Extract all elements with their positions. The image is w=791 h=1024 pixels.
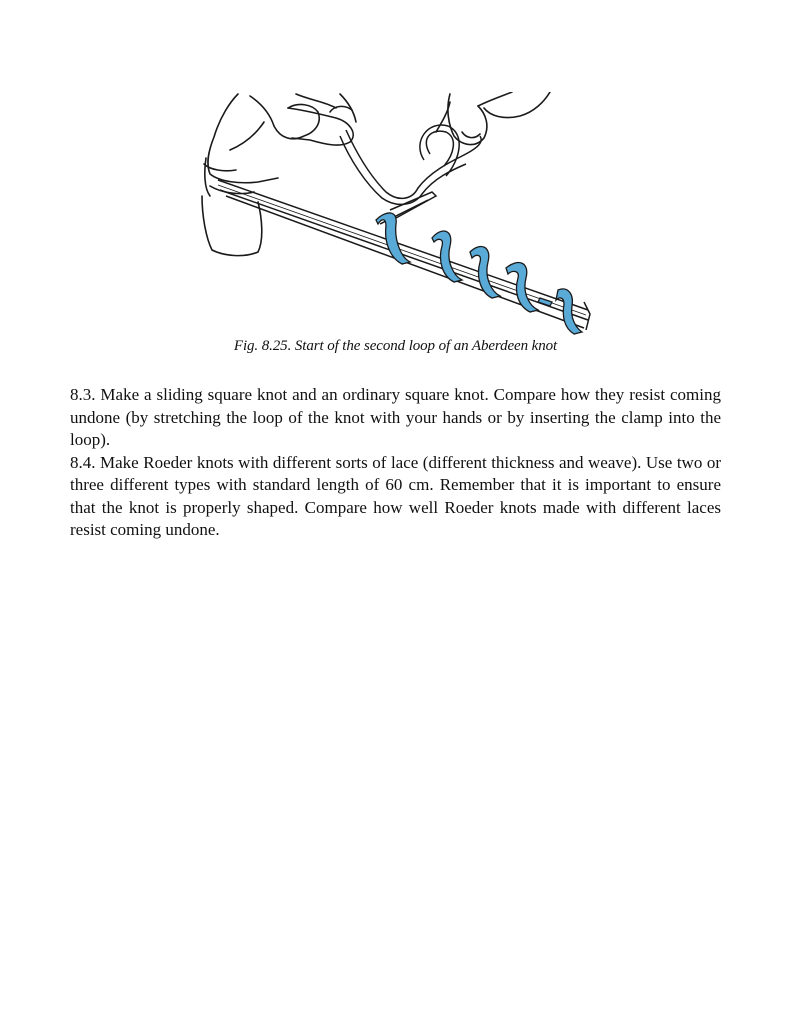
paragraph-8-4: 8.4. Make Roeder knots with different sorts of lace (different thickness and weave). Use two or three different types with standard length of 60 cm. Remember that it is important to ensure that the knot is properly shaped. Compare how well Roeder knots made with different laces resist coming undone. [70, 452, 721, 539]
body-text [70, 384, 721, 542]
paragraph-8-3: 8.3. Make a sliding square knot and an ordinary square knot. Compare how they resist coming undone (by stretching the loop of the knot with your hands or by inserting the clamp into the loop). [70, 385, 721, 449]
knot-illustration-icon [200, 92, 592, 336]
figure-caption: Fig. 8.25. Start of the second loop of an Aberdeen knot [233, 338, 558, 354]
figure-aberdeen-knot [200, 92, 592, 336]
